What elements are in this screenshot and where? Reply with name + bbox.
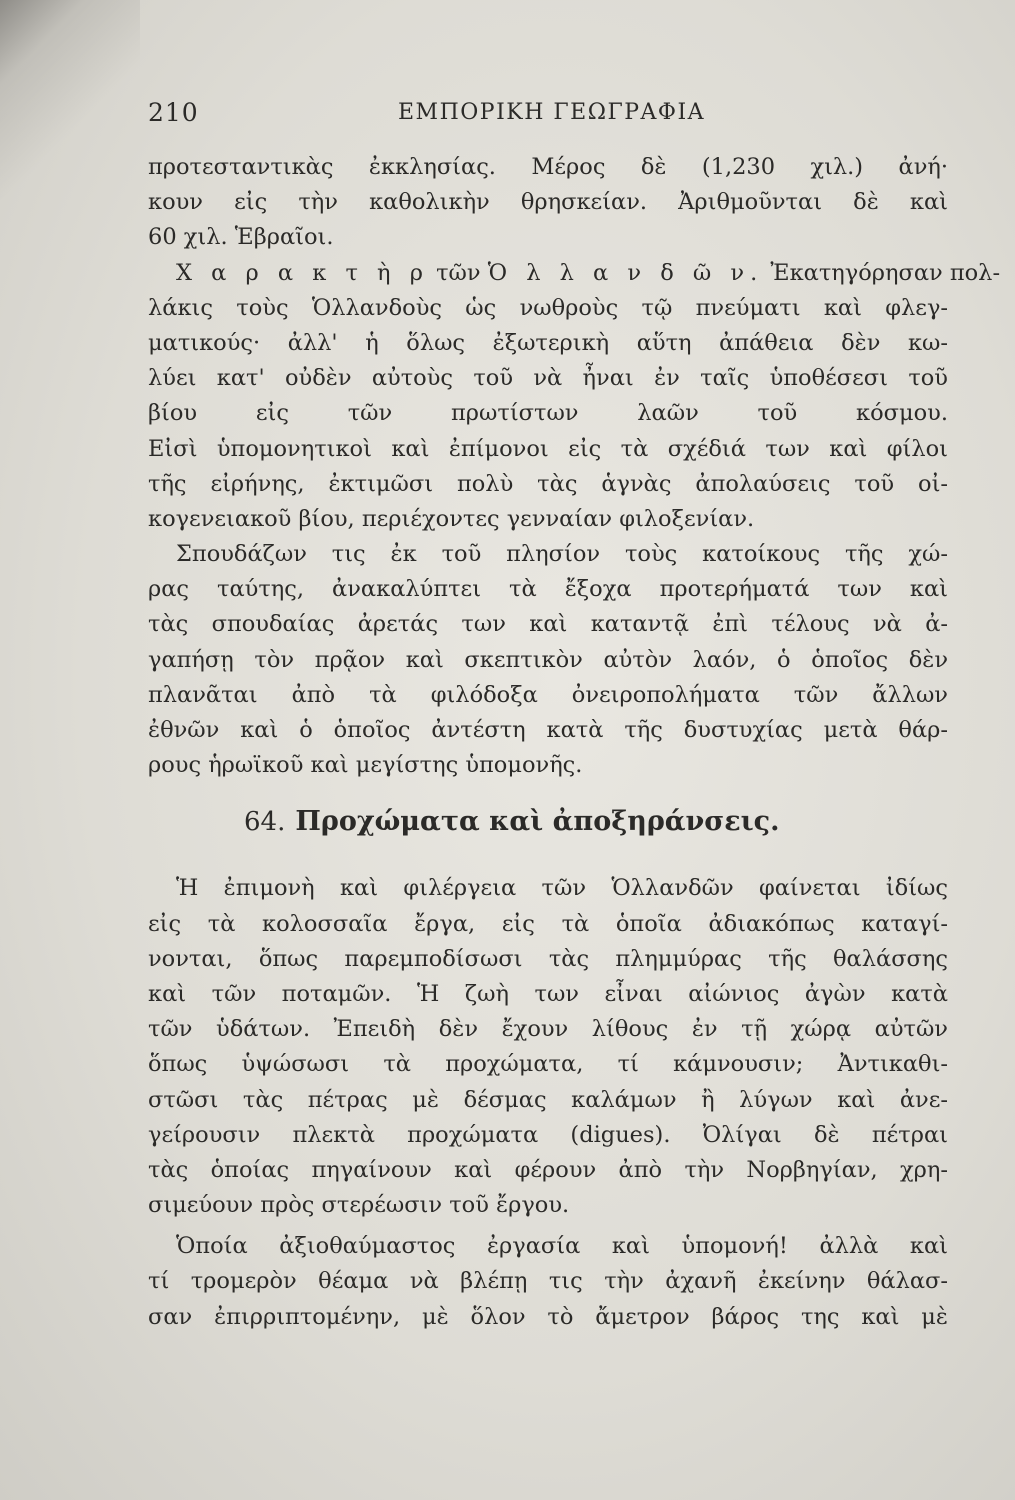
- text-line: νονται, ὅπως παρεμποδίσωσι τὰς πλημμύρας τῆς θαλάσσης: [148, 945, 948, 972]
- section-number: 64.: [244, 807, 286, 838]
- running-title: ΕΜΠΟΡΙΚΗ ΓΕΩΓΡΑΦΙΑ: [398, 100, 706, 125]
- spaced-heading-word: Χ α ρ α κ τ ὴ ρ: [176, 259, 429, 286]
- section-title: Προχώματα καὶ ἀποξηράνσεις.: [295, 806, 780, 838]
- text-line: καὶ τῶν ποταμῶν. Ἡ ζωὴ των εἶναι αἰώνιος ἀγὼν κατὰ: [148, 980, 948, 1007]
- spaced-heading-word: Ὁ λ λ α ν δ ῶ ν.: [487, 259, 764, 286]
- text-line: Σπουδάζων τις ἐκ τοῦ πλησίον τοὺς κατοίκους τῆς χώ-: [176, 541, 948, 568]
- text-line: γείρουσιν πλεκτὰ προχώματα (digues). Ὀλίγαι δὲ πέτραι: [148, 1121, 948, 1148]
- text-line: πλανᾶται ἀπὸ τὰ φιλόδοξα ὀνειροπολήματα τῶν ἄλλων: [148, 681, 948, 708]
- paragraph: [148, 537, 948, 783]
- text-line: ὅπως ὑψώσωσι τὰ προχώματα, τί κάμνουσιν; Ἀντικαθι-: [148, 1051, 948, 1078]
- text-line: Εἰσὶ ὑπομονητικοὶ καὶ ἐπίμονοι εἰς τὰ σχέδιά των καὶ φίλοι: [148, 435, 948, 462]
- text-line: τὰς ὁποίας πηγαίνουν καὶ φέρουν ἀπὸ τὴν Νορβηγίαν, χρη-: [148, 1156, 948, 1183]
- text-line: τί τρομερὸν θέαμα νὰ βλέπῃ τις τὴν ἀχανῆ ἐκείνην θάλασ-: [148, 1268, 948, 1295]
- text-line: 60 χιλ. Ἑβραῖοι.: [148, 224, 334, 251]
- text-fragment: τῶν: [428, 259, 488, 286]
- text-line: εἰς τὰ κολοσσαῖα ἔργα, εἰς τὰ ὁποῖα ἀδιακόπως καταγί-: [148, 910, 948, 937]
- text-line: Ἡ ἐπιμονὴ καὶ φιλέργεια τῶν Ὁλλανδῶν φαίνεται ἰδίως: [176, 875, 948, 902]
- text-line: κογενειακοῦ βίου, περιέχοντες γενναίαν φιλοξενίαν.: [148, 505, 755, 532]
- text-line: στῶσι τὰς πέτρας μὲ δέσμας καλάμων ἢ λύγων καὶ ἀνε-: [148, 1086, 948, 1113]
- page-edge-shadow: [0, 0, 140, 200]
- page-number: 210: [148, 98, 199, 127]
- page-header: [148, 98, 948, 138]
- text-line: βίου εἰς τῶν πρωτίστων λαῶν τοῦ κόσμου.: [148, 400, 948, 427]
- text-line: [148, 256, 1001, 291]
- text-line: ρους ἡρωϊκοῦ καὶ μεγίστης ὑπομονῆς.: [148, 752, 583, 779]
- section-heading: [148, 783, 948, 861]
- text-line: προτεσταντικὰς ἐκκλησίας. Μέρος δὲ (1,230 χιλ.) ἀνή·: [148, 154, 948, 180]
- text-fragment: Ἐκατηγόρησαν πολ-: [763, 259, 1001, 286]
- text-line: σιμεύουν πρὸς στερέωσιν τοῦ ἔργου.: [148, 1192, 570, 1219]
- body-text: [148, 150, 1001, 1335]
- text-line: τῆς εἰρήνης, ἐκτιμῶσι πολὺ τὰς ἁγνὰς ἀπολαύσεις τοῦ οἰ-: [148, 470, 948, 497]
- paragraph: [148, 150, 948, 256]
- text-line: ἐθνῶν καὶ ὁ ὁποῖος ἀντέστη κατὰ τῆς δυστυχίας μετὰ θάρ-: [148, 717, 948, 743]
- text-line: γαπήσῃ τὸν πρᾷον καὶ σκεπτικὸν αὐτὸν λαόν, ὁ ὁποῖος δὲν: [148, 646, 948, 673]
- text-line: ρας ταύτης, ἀνακαλύπτει τὰ ἔξοχα προτερήματά των καὶ: [148, 576, 948, 603]
- text-line: κουν εἰς τὴν καθολικὴν θρησκείαν. Ἀριθμοῦνται δὲ καὶ: [148, 189, 948, 216]
- text-line: λύει κατ' οὐδὲν αὐτοὺς τοῦ νὰ ἦναι ἐν ταῖς ὑποθέσεσι τοῦ: [148, 365, 948, 392]
- paragraph: [148, 871, 948, 1223]
- text-line: ματικούς· ἀλλ' ἡ ὅλως ἐξωτερικὴ αὕτη ἀπάθεια δὲν κω-: [148, 329, 948, 356]
- text-line: Ὁποία ἀξιοθαύμαστος ἐργασία καὶ ὑπομονή! ἀλλὰ καὶ: [176, 1233, 948, 1260]
- text-line: λάκις τοὺς Ὁλλανδοὺς ὡς νωθροὺς τῷ πνεύματι καὶ φλεγ-: [148, 294, 948, 321]
- text-line: σαν ἐπιρριπτομένην, μὲ ὅλον τὸ ἄμετρον βάρος της καὶ μὲ: [148, 1303, 948, 1330]
- paragraph: [148, 1229, 948, 1335]
- text-line: τὰς σπουδαίας ἀρετάς των καὶ καταντᾷ ἐπὶ τέλους νὰ ἀ-: [148, 611, 948, 638]
- paragraph: [148, 256, 1001, 538]
- text-line: τῶν ὑδάτων. Ἐπειδὴ δὲν ἔχουν λίθους ἐν τῇ χώρᾳ αὐτῶν: [148, 1016, 948, 1043]
